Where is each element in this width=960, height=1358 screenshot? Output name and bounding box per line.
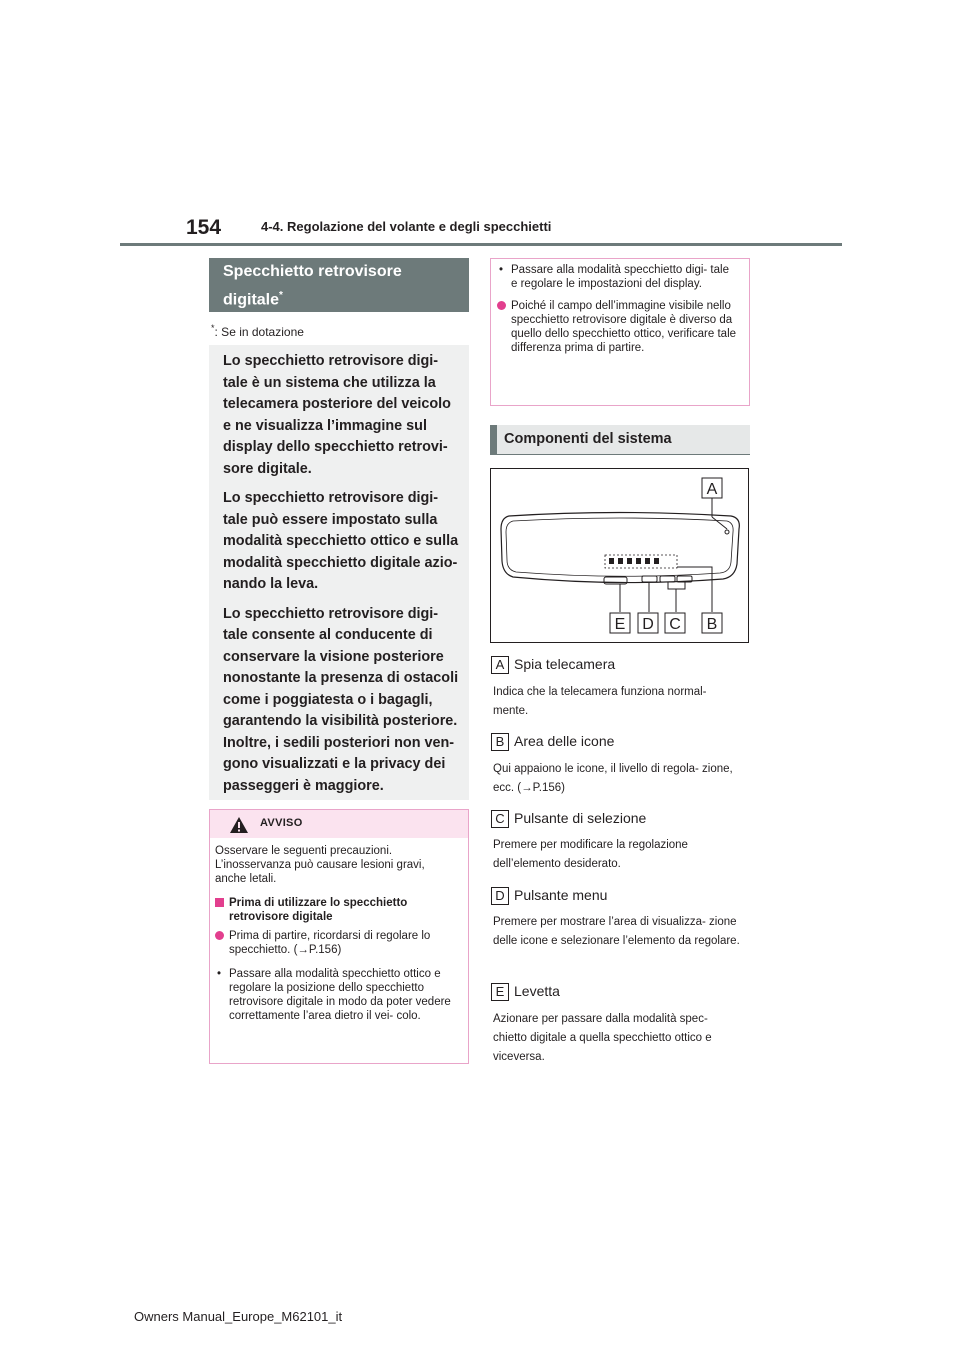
component-label: Levetta	[514, 983, 560, 999]
mirror-illustration	[491, 469, 748, 642]
diagram-label-a: A	[706, 481, 718, 498]
warning-header	[210, 810, 468, 838]
continuation-dot-item: Poiché il campo dell’immagine visibile nello specchietto retrovisore digitale è diverso da quello dello specchietto ottico, verificare tale differenza prima di partire.	[497, 299, 737, 355]
component-label: Pulsante menu	[514, 887, 608, 903]
warning-title: AVVISO	[260, 817, 303, 829]
letter-box-e: E	[491, 983, 509, 1001]
warning-box	[209, 809, 469, 1064]
diagram-label-c: C	[669, 616, 681, 633]
warning-continuation-box	[490, 258, 750, 406]
component-desc: Qui appaiono le icone, il livello di regola- zione, ecc. (→P.156)	[493, 763, 733, 794]
intro-paragraph: Lo specchietto retrovisore digi- tale consente al conducente di conservare la visione posteriore nonostante la presenza di ostacoli come i poggiatesta o i bagagli, garantendo la visibilità posteriore. Inoltre, i sedili posteriori non ven- gono visualizzati e la privacy dei passeggeri è maggiore.	[223, 605, 459, 794]
letter-box-d: D	[491, 887, 509, 905]
component-label: Area delle icone	[514, 733, 615, 749]
letter-box-a: A	[491, 656, 509, 674]
intro-box	[209, 345, 469, 800]
footnote	[211, 323, 304, 339]
footnote-mark: *	[211, 323, 215, 333]
section-title-mark: *	[279, 290, 283, 301]
square-bullet-icon	[215, 898, 224, 907]
warning-dot-item: Prima di partire, ricordarsi di regolare lo specchietto. (→P.156)	[215, 929, 458, 957]
page-number: 154	[186, 216, 222, 239]
component-item-e	[491, 981, 560, 1001]
warning-body	[215, 844, 458, 1023]
component-desc: Indica che la telecamera funziona normal- mente.	[493, 686, 707, 717]
component-desc: Azionare per passare dalla modalità spec- chietto digitale a quella specchietto ottico e viceversa.	[493, 1013, 712, 1063]
component-label: Pulsante di selezione	[514, 810, 647, 826]
component-item-b	[491, 731, 614, 751]
letter-box-c: C	[491, 810, 509, 828]
diagram-label-b: B	[706, 616, 718, 633]
components-heading: Componenti del sistema	[490, 425, 750, 455]
warning-intro: Osservare le seguenti precauzioni. L’inosservanza può causare lesioni gravi, anche letali.	[215, 845, 425, 885]
warning-triangle-icon	[229, 816, 249, 834]
chapter-title: 4-4. Regolazione del volante e degli specchietti	[261, 219, 552, 234]
intro-paragraph: Lo specchietto retrovisore digi- tale è un sistema che utilizza la telecamera posteriore del veicolo e ne visualizza l’immagine sul display dello specchietto retrovi- sore digitale.	[223, 353, 451, 477]
warning-subhead: Prima di utilizzare lo specchietto retrovisore digitale	[215, 896, 458, 924]
header-divider	[120, 243, 842, 246]
intro-paragraph: Lo specchietto retrovisore digi- tale può essere impostato sulla modalità specchietto ottico e sulla modalità specchietto digitale azio- nando la leva.	[223, 490, 459, 592]
warning-continuation-body	[497, 263, 737, 355]
section-title	[209, 258, 469, 312]
diagram-label-d: D	[642, 616, 654, 633]
continuation-bullet-item: • Passare alla modalità specchietto digi- tale e regolare le impostazioni del display.	[499, 264, 729, 290]
component-item-c	[491, 808, 646, 828]
dot-bullet-icon	[215, 931, 224, 940]
section-title-line1: Specchietto retrovisore	[223, 263, 402, 280]
bullet-icon: •	[217, 968, 222, 980]
section-title-line2: digitale	[223, 291, 280, 309]
footer-text: Owners Manual_Europe_M62101_it	[134, 1309, 343, 1324]
component-label: Spia telecamera	[514, 656, 616, 672]
dot-bullet-icon	[497, 301, 506, 310]
bullet-icon: •	[499, 264, 504, 276]
warning-bullet-item: • Passare alla modalità specchietto ottico e regolare la posizione dello specchietto retrovisore digitale in modo da poter vedere correttamente l’area dietro il vei- colo.	[217, 968, 451, 1022]
component-item-d	[491, 885, 607, 905]
diagram-label-e: E	[614, 616, 626, 633]
component-desc: Premere per modificare la regolazione dell’elemento desiderato.	[493, 839, 688, 870]
footnote-text: : Se in dotazione	[214, 325, 304, 339]
mirror-diagram	[490, 468, 749, 643]
component-item-a	[491, 654, 615, 674]
component-desc: Premere per mostrare l’area di visualizza- zione delle icone e selezionare l’elemento da regolare.	[493, 916, 740, 947]
letter-box-b: B	[491, 733, 509, 751]
